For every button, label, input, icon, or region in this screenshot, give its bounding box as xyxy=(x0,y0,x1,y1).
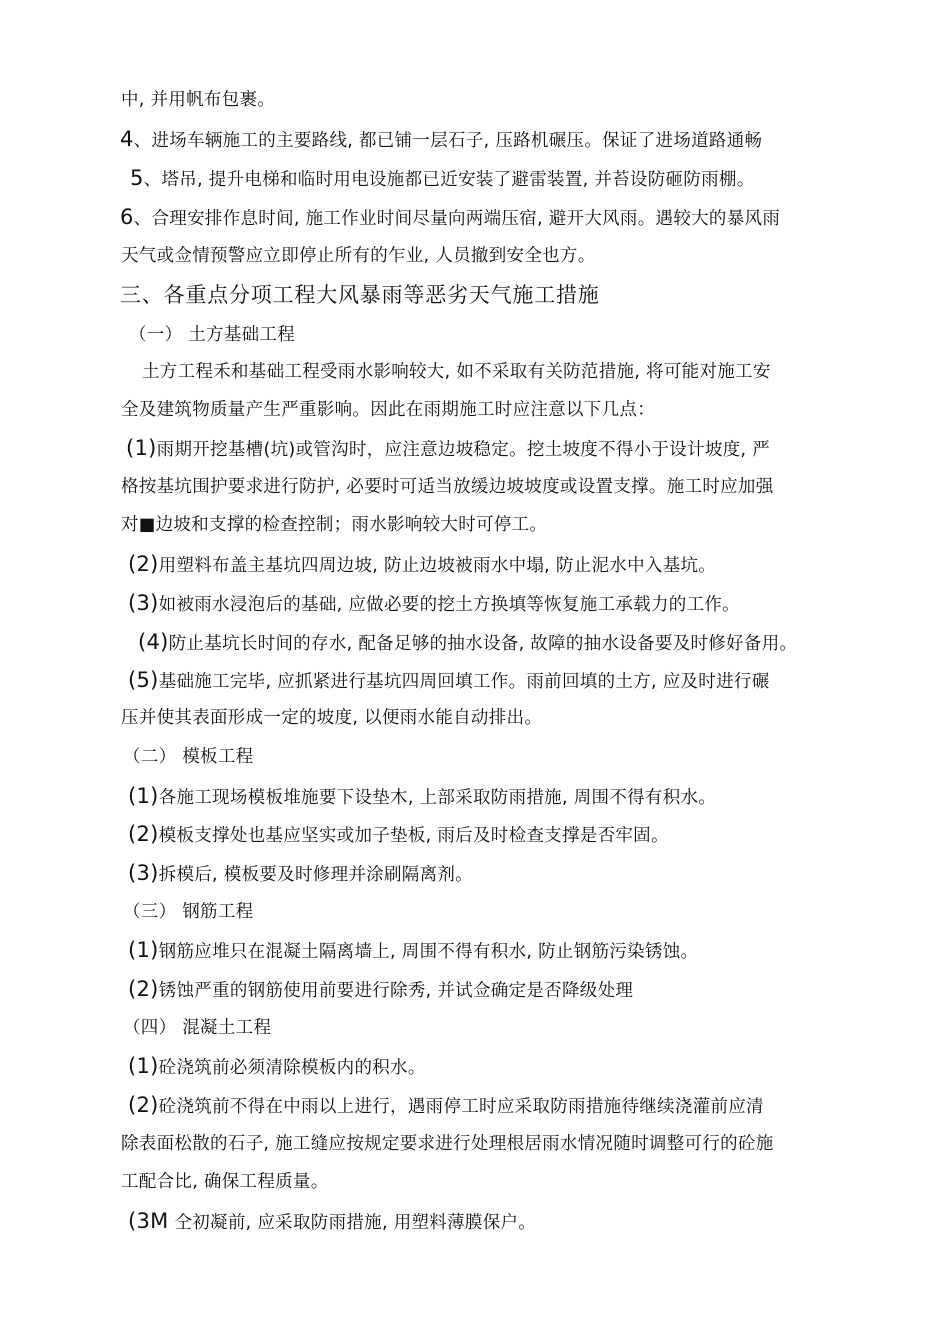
heading-text: （四） 混凝土工程 xyxy=(123,1018,272,1038)
line-text: 如被雨水浸泡后的基础, 应做必要的挖土方换填等恢复施工承载力的工作。 xyxy=(158,595,740,615)
text-line xyxy=(121,1170,329,1194)
line-text: 砼浇筑前不得在中雨以上进行，遇雨停工时应采取防雨措施待继续浇灌前应清 xyxy=(158,1097,764,1117)
line-text: 雨期开挖基槽(坑)或管沟时，应注意边坡稳定。挖土坡度不得小于设计坡度, 严 xyxy=(156,440,771,460)
item-number: (2) xyxy=(128,552,159,576)
item-number: (1) xyxy=(128,1054,159,1078)
line-text: 防止基坑长时间的存水, 配备足够的抽水设备, 故障的抽水设备要及时修好备用。 xyxy=(168,634,798,654)
line-text: 中, 并用帆布包裹。 xyxy=(121,90,276,110)
item-number: (2) xyxy=(128,822,159,846)
subsection-heading xyxy=(123,1016,271,1040)
list-item xyxy=(128,668,770,694)
text-line xyxy=(142,360,771,384)
subsection-heading xyxy=(123,745,253,769)
list-item xyxy=(128,822,669,848)
list-item xyxy=(128,784,716,810)
line-text: 各施工现场模板堆施要下设垫木, 上部采取防雨措施, 周围不得有积水。 xyxy=(158,788,717,808)
line-text: 拆模后, 模板要及时修理并涂刷隔离剂。 xyxy=(158,865,473,885)
text-line xyxy=(121,475,774,499)
subsection-heading xyxy=(123,900,253,924)
line-text: 格按基坑围护要求进行防护, 必要时可适当放缓边坡坡度或设置支撑。施工时应加强 xyxy=(121,477,774,497)
list-item xyxy=(128,1093,764,1119)
line-text: 工配合比, 确保工程质量。 xyxy=(121,1172,329,1192)
text-line xyxy=(121,88,275,112)
line-text: 、进场车辆施工的主要路线, 都已铺一层石子, 压路机碾压。保证了进场道路通畅 xyxy=(133,131,763,151)
heading-text: （一） 土方基础工程 xyxy=(129,325,296,345)
list-item xyxy=(130,166,755,192)
heading-text: （二） 模板工程 xyxy=(123,747,254,767)
list-item xyxy=(128,861,473,887)
item-number: (1) xyxy=(128,784,159,808)
line-text: 天气或佥情预警应立即停止所有的乍业, 人员撤到安全也方。 xyxy=(121,246,596,266)
line-text: 锈蚀严重的钢筋使用前要进行除秀, 并试佥确定是否降级处理 xyxy=(158,981,634,1001)
section-heading xyxy=(120,283,600,307)
item-number: (3) xyxy=(128,861,159,885)
item-number: (2) xyxy=(128,1093,159,1117)
list-item xyxy=(128,552,716,578)
item-number: (4) xyxy=(138,630,169,654)
line-text: 钢筋应堆只在混凝土隔离墙上, 周围不得有积水, 防止钢筋污染锈蚀。 xyxy=(158,942,699,962)
subsection-heading xyxy=(129,323,295,347)
item-number: 4 xyxy=(120,127,134,151)
item-number: (5) xyxy=(128,668,159,692)
text-line xyxy=(121,398,655,422)
item-number: (1) xyxy=(126,436,157,460)
line-text: 压并使其表面形成一定的坡度, 以便雨水能自动排出。 xyxy=(121,708,543,728)
text-line xyxy=(121,1132,774,1156)
item-number: 6 xyxy=(120,205,134,229)
heading-text: 三、各重点分项工程大风暴雨等恶劣天气施工措施 xyxy=(120,283,600,307)
list-item xyxy=(138,630,797,656)
line-text: 全及建筑物质量产生严重影响。因此在雨期施工时应注意以下几点： xyxy=(121,400,655,420)
item-number: (3) xyxy=(128,591,159,615)
heading-text: （三） 钢筋工程 xyxy=(123,902,254,922)
item-number: 5 xyxy=(130,166,144,190)
list-item xyxy=(126,436,770,462)
item-number: (2) xyxy=(128,977,159,1001)
line-text: 对■边坡和支撑的检查控制；雨水影响较大时可停工。 xyxy=(121,515,548,535)
line-text: 基础施工完毕, 应抓紧进行基坑四周回填工作。雨前回填的土方, 应及时进行碾 xyxy=(158,672,770,692)
line-text: 除表面松散的石子, 施工缝应按规定要求进行处理根居雨水情况随时调整可行的砼施 xyxy=(121,1134,774,1154)
list-item xyxy=(128,938,698,964)
item-number: (1) xyxy=(128,938,159,962)
line-text: 用塑料布盖主基坑四周边坡, 防止边坡被雨水中塌, 防止泥水中入基坑。 xyxy=(158,556,717,576)
line-text: 砼浇筑前必须清除模板内的积水。 xyxy=(158,1058,426,1078)
line-text: 、合理安排作息时间, 施工作业时间尽量向两端压宿, 避开大风雨。遇较大的暴风雨 xyxy=(133,209,781,229)
list-item xyxy=(128,591,740,617)
list-item xyxy=(120,127,762,153)
list-item xyxy=(120,205,780,231)
list-item xyxy=(128,1054,426,1080)
text-line xyxy=(121,244,596,268)
list-item xyxy=(128,1209,536,1235)
list-item xyxy=(128,977,633,1003)
text-line xyxy=(121,706,542,730)
line-text: 仝初凝前, 应采取防雨措施, 用塑料薄膜保户。 xyxy=(168,1213,537,1233)
text-line xyxy=(121,513,547,537)
item-number: (3M xyxy=(128,1209,169,1233)
line-text: 模板支撑处也基应坚实或加子垫板, 雨后及时检查支撑是否牢固。 xyxy=(158,826,669,846)
line-text: 土方工程禾和基础工程受雨水影响较大, 如不采取有关防范措施, 将可能对施工安 xyxy=(142,362,771,382)
line-text: 、塔吊, 提升电梯和临时用电设施都已近安装了避雷装置, 并苔设防砸防雨棚。 xyxy=(143,170,755,190)
